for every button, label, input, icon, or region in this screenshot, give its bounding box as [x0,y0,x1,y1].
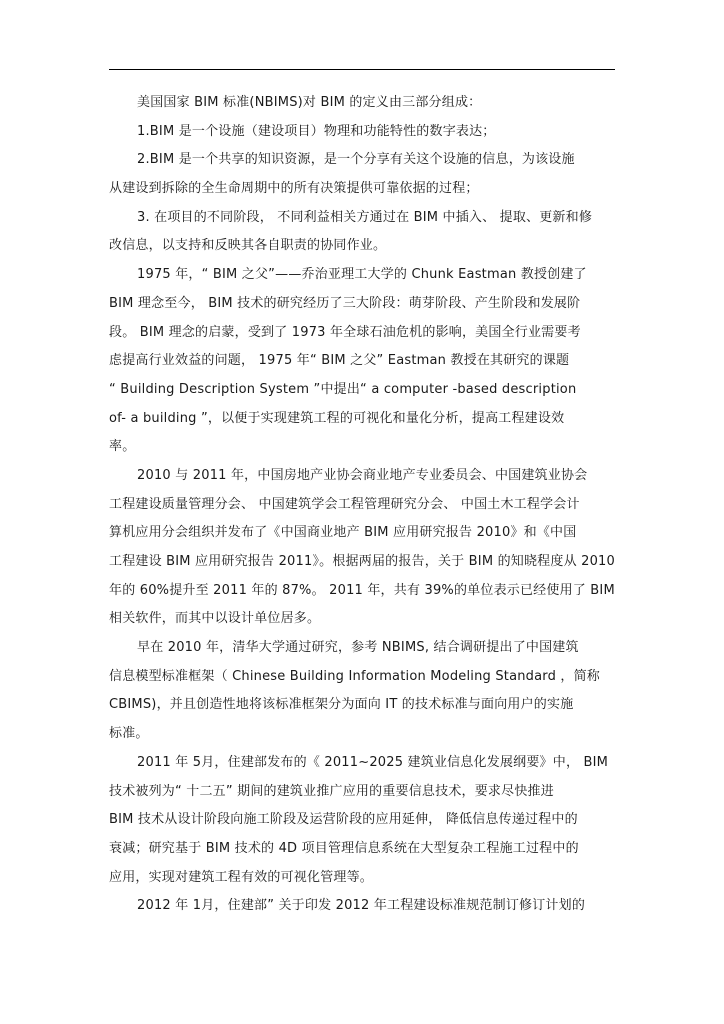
text-line: 1975 年，“ BIM 之父”——乔治亚理工大学的 Chunk Eastman 教授创建了 [137,267,587,283]
text-line: 工程建设质量管理分会、 中国建筑学会工程管理研究分会、 中国土木工程学会计 [109,496,580,512]
text-line: 相关软件，而其中以设计单位居多。 [109,611,321,627]
text-line: 3. 在项目的不同阶段， 不同利益相关方通过在 BIM 中插入、 提取、更新和修 [137,209,593,225]
text-line: 虑提高行业效益的问题， 1975 年“ BIM 之父” Eastman 教授在其研究的课题 [109,353,570,369]
text-line: 2.BIM 是一个共享的知识资源，是一个分享有关这个设施的信息，为该设施 [137,152,575,168]
text-line: 年的 60%提升至 2011 年的 87%。 2011 年，共有 39%的单位表示已经使用了 BIM [109,582,615,598]
text-line: 2012 年 1月，住建部” 关于印发 2012 年工程建设标准规范制订修订计划的 [137,898,586,914]
text-line: 改信息，以支持和反映其各自职责的协同作业。 [109,238,387,254]
text-line: “ Building Description System ”中提出“ a computer -based description [109,381,577,397]
text-line: 早在 2010 年，清华大学通过研究，参考 NBIMS, 结合调研提出了中国建筑 [137,640,579,656]
text-line: 算机应用分会组织并发布了《中国商业地产 BIM 应用研究报告 2010》和《中国 [109,525,577,541]
text-line: 美国国家 BIM 标准(NBIMS)对 BIM 的定义由三部分组成： [137,95,482,110]
text-line: 技术被列为“ 十二五” 期间的建筑业推广应用的重要信息技术，要求尽快推进 [109,783,554,799]
text-line: 2010 与 2011 年，中国房地产业协会商业地产专业委员会、中国建筑业协会 [137,467,588,483]
text-line: 信息模型标准框架（ Chinese Building Information Modeling Standard ，简称 [109,668,600,684]
text-line: 1.BIM 是一个设施（建设项目）物理和功能特性的数字表达； [137,123,496,139]
text-line: 率。 [109,439,136,455]
text-line: BIM 理念至今， BIM 技术的研究经历了三大阶段：萌芽阶段、产生阶段和发展阶 [109,295,581,311]
text-line: 工程建设 BIM 应用研究报告 2011》。根据两届的报告，关于 BIM 的知晓程度从 2010 [109,554,615,569]
document-body [109,89,617,921]
text-line: 衰减；研究基于 BIM 技术的 4D 项目管理信息系统在大型复杂工程施工过程中的 [109,840,579,856]
text-line: BIM 技术从设计阶段向施工阶段及运营阶段的应用延伸， 降低信息传递过程中的 [109,812,578,828]
text-line: 应用，实现对建筑工程有效的可视化管理等。 [109,869,374,885]
text-line: 从建设到拆除的全生命周期中的所有决策提供可靠依据的过程； [109,181,479,197]
text-line: 2011 年 5月，住建部发布的《 2011~2025 建筑业信息化发展纲要》中， BIM [137,754,609,770]
text-line: 段。 BIM 理念的启蒙，受到了 1973 年全球石油危机的影响，美国全行业需要考 [109,324,581,340]
header-rule [109,69,615,70]
text-line: of- a building ”，以便于实现建筑工程的可视化和量化分析，提高工程建设效 [109,410,565,426]
text-line: 标准。 [109,726,149,742]
text-line: CBIMS)，并且创造性地将该标准框架分为面向 IT 的技术标准与面向用户的实施 [109,697,574,713]
